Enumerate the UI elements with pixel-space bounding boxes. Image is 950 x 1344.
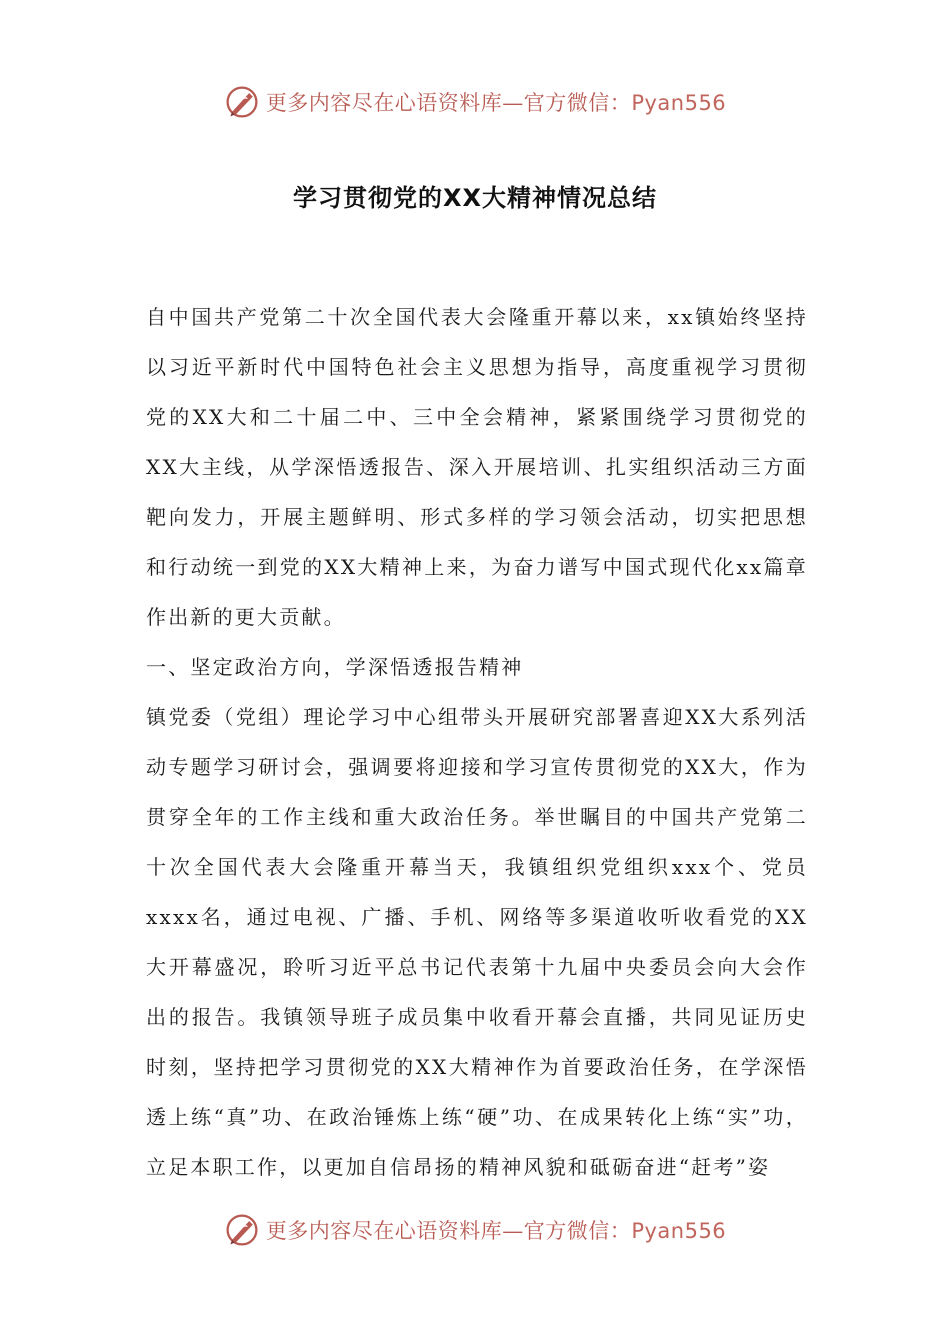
section-paragraph: 镇党委（党组）理论学习中心组带头开展研究部署喜迎XX大系列活动专题学习研讨会，强调要将迎接和学习宣传贯彻党的XX大，作为贯穿全年的工作主线和重大政治任务。举世瞩目的中国共产党第二十次全国代表大会隆重开幕当天，我镇组织党组织xxx个、党员xxxx名，通过电视、广播、手机、网络等多渠道收听收看党的XX大开幕盛况，聆听习近平总书记代表第十九届中央委员会向大会作出的报告。我镇领导班子成员集中收看开幕会直播，共同见证历史时刻，坚持把学习贯彻党的XX大精神作为首要政治任务，在学深悟透上练“真”功、在政治锤炼上练“硬”功、在成果转化上练“实”功，立足本职工作，以更加自信昂扬的精神风貌和砥砺奋进“赶考”姿 <box>146 705 808 1179</box>
watermark-header <box>0 80 950 124</box>
watermark-text: 更多内容尽在心语资料库—官方微信：Pyan556 <box>265 91 727 115</box>
pen-logo-icon <box>224 84 260 120</box>
pen-logo-icon <box>224 1212 260 1248</box>
section-heading: 一、坚定政治方向，学深悟透报告精神 <box>146 655 524 679</box>
document-title: 学习贯彻党的XX大精神情况总结 <box>292 184 657 212</box>
watermark-footer <box>0 1208 950 1252</box>
document-body <box>146 292 808 1192</box>
watermark-wechat-id: Pyan556 <box>631 91 727 115</box>
watermark-text: 更多内容尽在心语资料库—官方微信：Pyan556 <box>265 1219 727 1243</box>
intro-paragraph: 自中国共产党第二十次全国代表大会隆重开幕以来，xx镇始终坚持以习近平新时代中国特色社会主义思想为指导，高度重视学习贯彻党的XX大和二十届二中、三中全会精神，紧紧围绕学习贯彻党的XX大主线，从学深悟透报告、深入开展培训、扎实组织活动三方面靶向发力，开展主题鲜明、形式多样的学习领会活动，切实把思想和行动统一到党的XX大精神上来，为奋力谱写中国式现代化xx篇章作出新的更大贡献。 <box>146 305 808 629</box>
watermark-wechat-id: Pyan556 <box>631 1219 727 1243</box>
